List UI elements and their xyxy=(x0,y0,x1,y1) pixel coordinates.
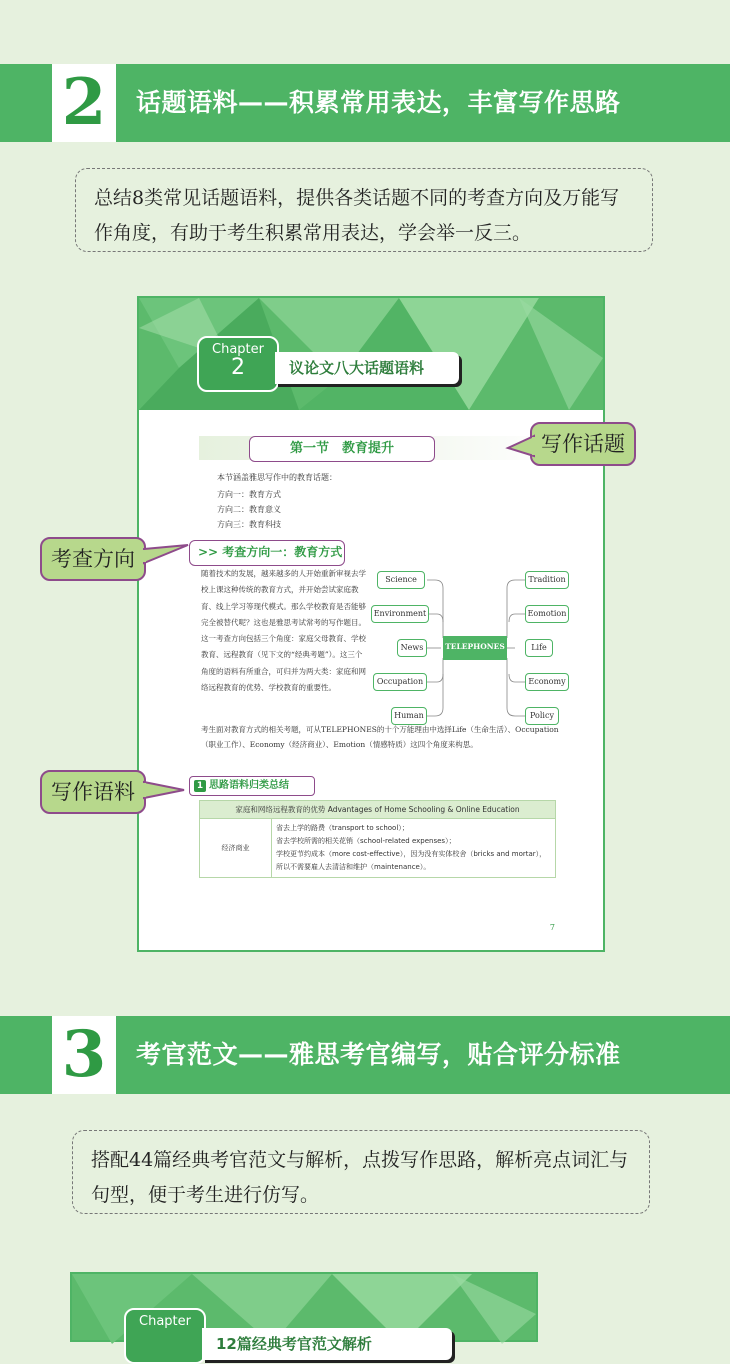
chapter-badge xyxy=(197,336,279,392)
callout-pointer xyxy=(508,436,534,458)
chapter-title: 12篇经典考官范文解析 xyxy=(202,1328,452,1360)
direction-heading: >> 考查方向一：教育方式 xyxy=(189,540,345,566)
chapter-badge xyxy=(124,1308,206,1364)
section-2-description: 总结8类常见话题语料，提供各类话题不同的考查方向及万能写作角度，有助于考生积累常用表达，学会举一反三。 xyxy=(94,187,620,244)
callout-pointer xyxy=(144,543,188,567)
sample-book-page xyxy=(137,296,605,952)
page-number: 7 xyxy=(549,923,555,932)
sample-book-page-2 xyxy=(70,1272,538,1353)
body-paragraph-2: 考生面对教育方式的相关考题，可从TELEPHONES的十个万能理由中选择Life（生命生活）、Occupation（职业工作）、Economy（经济商业）、Emotion（情感特质）这四个角度来构思。 xyxy=(201,725,559,749)
intro-text: 本节涵盖雅思写作中的教育话题： xyxy=(217,473,337,482)
chapter-word: Chapter xyxy=(139,1314,191,1329)
callout-text: 写作话题 xyxy=(541,432,625,456)
mindmap-node-left: Human xyxy=(391,707,427,725)
mindmap-node-right: Tradition xyxy=(525,571,569,589)
summary-heading xyxy=(189,776,315,796)
section-number: 3 xyxy=(61,1017,107,1092)
callout-writing-material xyxy=(40,770,146,814)
section-number: 2 xyxy=(61,65,107,140)
chapter-banner xyxy=(139,298,603,410)
section-title: 话题语料——积累常用表达，丰富写作思路 xyxy=(136,88,621,117)
mindmap-node-left: Environment xyxy=(371,605,429,623)
summary-badge: 1 xyxy=(194,780,206,792)
mindmap-center: TELEPHONES xyxy=(443,636,507,660)
summary-line: 学校更节约成本（more cost-effective），因为没有实体校舍（bricks and mortar），所以不需要雇人去清洁和维护（maintenance）。 xyxy=(276,850,547,871)
direction-list xyxy=(217,487,281,532)
summary-table-category: 经济商业 xyxy=(200,819,272,878)
body-paragraph-1: 随着技术的发展，越来越多的人开始重新审视去学校上课这种传统的教育方式，并开始尝试家庭教育、线上学习等现代模式。那么学校教育是否能够完全被替代呢？这也是雅思考试常考的写作题目。这一考查方向包括三个角度：家庭父母教育、学校教育、远程教育（见下文的“经典考题”）。这三个角度的语料有所重合，可归并为两大类：家庭和网络远程教育的优势、学校教育的重要性。 xyxy=(201,569,366,693)
section-number-box xyxy=(52,64,116,142)
summary-line: 省去学校所需的相关花销（school-related expenses）； xyxy=(276,837,456,845)
section-number-box xyxy=(52,1016,116,1094)
summary-table-content xyxy=(272,819,556,878)
summary-heading-text: 思路语料归类总结 xyxy=(209,780,289,791)
summary-line: 省去上学的路费（transport to school）； xyxy=(276,824,409,832)
section-2-header xyxy=(0,64,730,142)
callout-text: 写作语料 xyxy=(51,780,135,804)
chapter-title: 议论文八大话题语料 xyxy=(275,352,459,384)
direction-item: 方向二：教育意义 xyxy=(217,505,281,514)
section-3-header xyxy=(0,1016,730,1094)
section-title: 考官范文——雅思考官编写，贴合评分标准 xyxy=(136,1040,621,1069)
mindmap-node-right: Eomotion xyxy=(525,605,569,623)
mindmap-node-left: Occupation xyxy=(373,673,427,691)
mindmap-node-right: Policy xyxy=(525,707,559,725)
section-2-description-box xyxy=(75,168,653,252)
section-heading: 第一节 教育提升 xyxy=(249,436,435,462)
mindmap-node-left: Science xyxy=(377,571,425,589)
direction-item: 方向一：教育方式 xyxy=(217,490,281,499)
chapter-number: 2 xyxy=(231,355,245,380)
section-3-description: 搭配44篇经典考官范文与解析，点拨写作思路，解析亮点词汇与句型，便于考生进行仿写。 xyxy=(91,1149,629,1206)
callout-test-direction xyxy=(40,537,146,581)
summary-table xyxy=(199,800,556,878)
mindmap-node-right: Life xyxy=(525,639,553,657)
direction-item: 方向三：教育科技 xyxy=(217,520,281,529)
mindmap-node-right: Economy xyxy=(525,673,569,691)
callout-pointer xyxy=(144,778,184,802)
callout-text: 考查方向 xyxy=(51,547,135,571)
summary-table-header: 家庭和网络远程教育的优势 Advantages of Home Schooling & Online Education xyxy=(200,801,556,819)
section-3-description-box xyxy=(72,1130,650,1214)
chapter-word: Chapter xyxy=(212,342,264,357)
mindmap-node-left: News xyxy=(397,639,427,657)
callout-writing-topic xyxy=(530,422,636,466)
